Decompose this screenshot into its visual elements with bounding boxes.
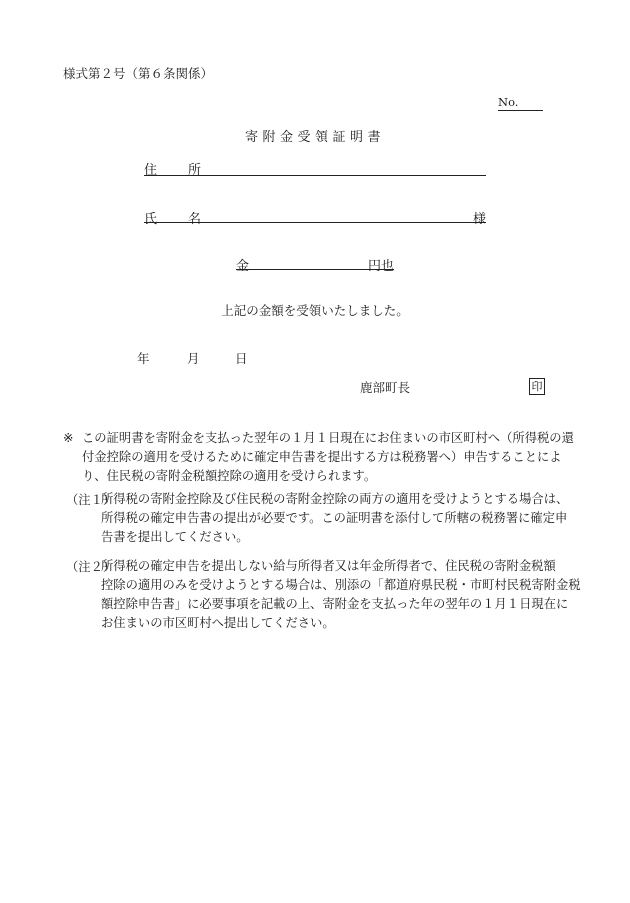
note1-line: 所得税の寄附金控除及び住民税の寄附金控除の両方の適用を受けようとする場合は、 bbox=[101, 492, 569, 506]
note2-line: お住まいの市区町村へ提出してください。 bbox=[101, 616, 335, 630]
note1-line: 告書を提出してください。 bbox=[101, 530, 249, 544]
amount-prefix: 金 bbox=[236, 259, 250, 274]
note1 bbox=[101, 490, 581, 547]
document-number-field[interactable]: No. bbox=[498, 95, 543, 111]
name-field[interactable] bbox=[144, 222, 486, 223]
note1-line: 所得税の確定申告書の提出が必要です。この証明書を添付して所轄の税務署に確定申 bbox=[101, 511, 568, 525]
note2-line: 額控除申告書」に必要事項を記載の上、寄附金を支払った年の翌年の１月１日現在に bbox=[101, 597, 569, 611]
received-statement: 上記の金額を受領いたしました。 bbox=[221, 303, 409, 318]
note-mark: ※ bbox=[63, 430, 74, 445]
note2-line: 所得税の確定申告を提出しない給与所得者又は年金所得者で、住民税の寄附金税額 bbox=[101, 559, 556, 573]
note1-label: （注１） bbox=[66, 493, 116, 507]
date-year-label: 年 bbox=[137, 351, 150, 366]
seal-mark: 印 bbox=[529, 378, 545, 395]
name-label: 氏 名 bbox=[144, 212, 211, 227]
note2-label: （注２） bbox=[66, 560, 116, 574]
honorific-label: 様 bbox=[473, 212, 487, 227]
note2-line: 控除の適用のみを受けようとする場合は、別添の「都道府県民税・市町村民税寄附金税 bbox=[101, 578, 581, 592]
main-note-line: り、住民税の寄附金税額控除の適用を受けられます。 bbox=[82, 469, 377, 483]
form-number: 様式第２号（第６条関係） bbox=[63, 66, 214, 81]
document-title: 寄附金受領証明書 bbox=[244, 130, 385, 145]
main-note-line: 付金控除の適用を受けるために確定申告書を提出する方は税務署へ）申告することによ bbox=[82, 450, 562, 464]
amount-suffix: 円也 bbox=[368, 259, 395, 274]
address-field[interactable] bbox=[144, 175, 486, 176]
note2 bbox=[101, 557, 581, 633]
main-note-line: この証明書を寄附金を支払った翌年の１月１日現在にお住まいの市区町村へ（所得税の還 bbox=[82, 431, 574, 445]
date-month-label: 月 bbox=[187, 351, 200, 366]
issuer-mayor: 鹿部町長 bbox=[360, 380, 411, 395]
address-label: 住 所 bbox=[144, 163, 211, 178]
date-day-label: 日 bbox=[235, 351, 248, 366]
main-note bbox=[82, 429, 582, 486]
